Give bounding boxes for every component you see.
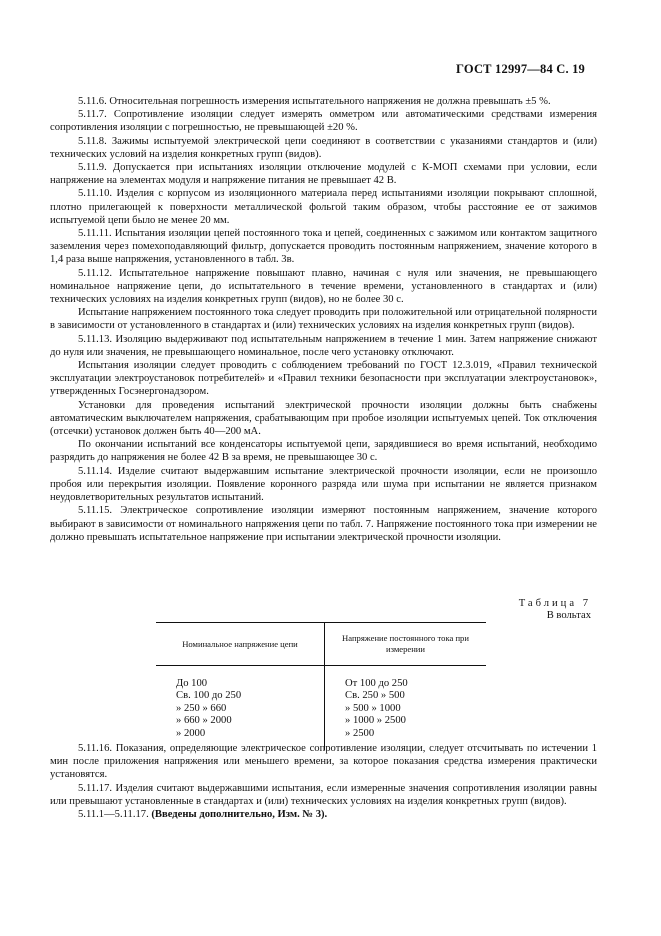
paragraph: 5.11.11. Испытания изоляции цепей постоянного тока и цепей, соединенных с зажимом или контактом защитного заземления через помехоподавляющий фильтр, допускается проводить постоянным напряжением, значение которого в 1,4 раза выше напряжения, установленного в табл. 3в. bbox=[50, 228, 597, 266]
cell-line: » 2000 bbox=[176, 727, 206, 739]
table-row bbox=[156, 666, 486, 751]
paragraph: 5.11.17. Изделия считают выдержавшими испытания, если измеренные значения сопротивления изоляции равны или превышают установленные в стандартах и (или) технических условиях на изделия конкретных групп (видов). bbox=[50, 782, 597, 807]
amendment-bold: (Введены дополнительно, Изм. № 3). bbox=[151, 809, 328, 821]
after-table-text bbox=[50, 742, 597, 821]
paragraph: Установки для проведения испытаний электрической прочности изоляции должны быть снабжены автоматическим выключателем напряжения, срабатывающим при пробое изоляции испытуемых цепей. Ток отключения (отсечки) установок должен быть 40—200 мА. bbox=[50, 399, 597, 438]
voltage-table bbox=[156, 622, 486, 750]
paragraph: 5.11.6. Относительная погрешность измерения испытательного напряжения не должна превышать ±5 %. bbox=[78, 96, 551, 107]
paragraph: 5.11.7. Сопротивление изоляции следует измерять омметром или автоматическими средствами измерения сопротивления изоляции с погрешностью, не превышающей ±20 %. bbox=[50, 109, 597, 134]
cell-line: » 1000 » 2500 bbox=[345, 715, 406, 727]
cell-line: Св. 100 до 250 bbox=[176, 690, 242, 702]
main-text bbox=[50, 95, 597, 544]
paragraph: 5.11.15. Электрическое сопротивление изоляции измеряют постоянным напряжением, значение которого выбирают в зависимости от номинального напряжения цепи по табл. 7. Напряжение постоянного тока при измерении не должно превышать испытательное напряжение при испытании электрической прочности изоляции. bbox=[50, 505, 597, 543]
table-units: В вольтах bbox=[546, 610, 591, 621]
paragraph: 5.11.13. Изоляцию выдерживают под испытательным напряжением в течение 1 мин. Затем напряжение снижают до нуля или значения, не превышающего номинальное, после чего установку отключают. bbox=[50, 333, 597, 358]
paragraph: 5.11.12. Испытательное напряжение повышают плавно, начиная с нуля или значения, не превышающего номинальное напряжение цепи, до испытательного в течение времени, установленного в стандартах и (или) технических условиях на изделия конкретных групп (видов), но не более 30 с. bbox=[50, 267, 597, 306]
cell-line: » 500 » 1000 bbox=[345, 702, 401, 714]
cell-line: Св. 250 » 500 bbox=[345, 690, 405, 702]
paragraph: По окончании испытаний все конденсаторы испытуемой цепи, зарядившиеся во время испытаний, необходимо разрядить до напряжения не более 42 В за время, не превышающее 30 с. bbox=[50, 439, 597, 464]
table-header-cell: Напряжение постоянного тока при измерении bbox=[325, 623, 487, 666]
cell-line: » 250 » 660 bbox=[176, 702, 227, 714]
paragraph: 5.11.16. Показания, определяющие электрическое сопротивление изоляции, следует отсчитывать по истечении 1 мин после приложения напряжения или меньшего времени, за которое показания средства измерения практически установятся. bbox=[50, 743, 597, 781]
cell-line: До 100 bbox=[176, 678, 208, 689]
paragraph: 5.11.10. Изделия с корпусом из изоляционного материала перед испытаниями изоляции покрывают сплошной, плотно прилегающей к поверхности металлической фольгой таким образом, чтобы расстояние ее от зажимов испытуемой цепи было не менее 20 мм. bbox=[50, 188, 597, 226]
table-caption-block bbox=[519, 598, 591, 622]
amendment-prefix: 5.11.1—5.11.17. bbox=[78, 809, 152, 821]
table-header-cell: Номинальное напряжение цепи bbox=[156, 623, 325, 666]
paragraph: Испытание напряжением постоянного тока следует проводить при положительной или отрицательной полярности в зависимости от установленного в стандартах и (или) технических условиях на изделия конкретных групп (видов). bbox=[50, 307, 597, 332]
cell-line: » 660 » 2000 bbox=[176, 715, 232, 727]
table-cell bbox=[325, 666, 487, 751]
paragraph: Испытания изоляции следует проводить с соблюдением требований по ГОСТ 12.3.019, «Правил технической эксплуатации электроустановок потребителей» и «Правил техники безопасности при эксплуатации электроустановок», утвержденных Госэнергонадзором. bbox=[50, 360, 597, 398]
paragraph: 5.11.8. Зажимы испытуемой электрической цепи соединяют в соответствии с указаниями стандартов и (или) технических условий на изделия конкретных групп (видов). bbox=[50, 135, 597, 160]
amendment-note bbox=[50, 808, 597, 821]
table-caption: Таблица 7 bbox=[518, 598, 591, 609]
page-header: ГОСТ 12997—84 С. 19 bbox=[456, 62, 585, 76]
paragraph: 5.11.9. Допускается при испытаниях изоляции отключение модулей с К-МОП схемами при условии, если напряжение на элементах модуля и напряжение питания не превышает 42 В. bbox=[50, 162, 597, 187]
table-cell bbox=[156, 666, 325, 751]
cell-line: » 2500 bbox=[345, 727, 375, 739]
paragraph: 5.11.14. Изделие считают выдержавшим испытание электрической прочности изоляции, если не произошло пробоя или перекрытия изоляции. Появление коронного разряда или шума при испытании не является признаком неудовлетворительных результатов испытаний. bbox=[50, 465, 597, 504]
cell-line: От 100 до 250 bbox=[345, 678, 408, 689]
